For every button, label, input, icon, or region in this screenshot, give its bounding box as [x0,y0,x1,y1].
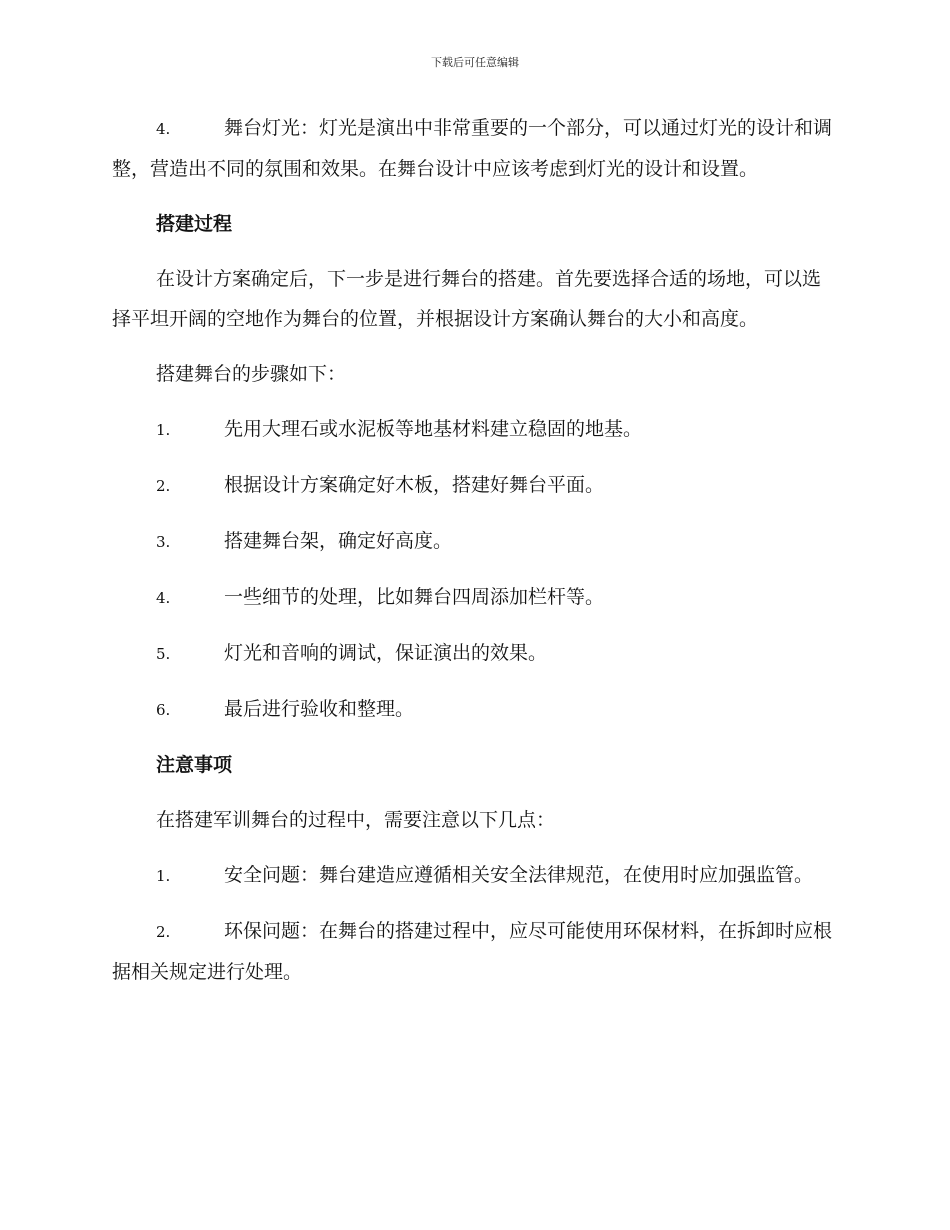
heading-build-process: 搭建过程 [156,213,233,235]
list-item [112,633,838,674]
paragraph-notes-intro: 在搭建军训舞台的过程中，需要注意以下几点： [156,809,556,831]
list-text: 舞台灯光：灯光是演出中非常重要的一个部分，可以通过灯光的设计和调整，营造出不同的氛围和效果。在舞台设计中应该考虑到灯光的设计和设置。 [112,117,833,180]
list-item [112,465,838,506]
list-text: 根据设计方案确定好木板，搭建好舞台平面。 [224,474,605,496]
list-item [112,409,838,450]
list-number: 6. [156,701,171,719]
header-note: 下载后可任意编辑 [431,56,519,69]
list-text: 先用大理石或水泥板等地基材料建立稳固的地基。 [224,418,643,440]
list-text: 最后进行验收和整理。 [224,698,415,720]
list-item-lighting [112,108,838,189]
list-number: 4. [156,120,171,138]
list-number: 1. [156,867,171,885]
list-item [112,521,838,562]
list-text: 安全问题：舞台建造应遵循相关安全法律规范，在使用时应加强监管。 [224,864,814,886]
list-number: 1. [156,421,171,439]
list-item [112,689,838,730]
list-number: 5. [156,645,171,663]
list-item [112,855,838,896]
paragraph-build: 在设计方案确定后，下一步是进行舞台的搭建。首先要选择合适的场地，可以选择平坦开阔的空地作为舞台的位置，并根据设计方案确认舞台的大小和高度。 [112,268,822,330]
list-text: 环保问题：在舞台的搭建过程中，应尽可能使用环保材料，在拆卸时应根据相关规定进行处理。 [112,920,833,983]
heading-notes: 注意事项 [156,754,233,776]
list-text: 一些细节的处理，比如舞台四周添加栏杆等。 [224,586,605,608]
list-number: 4. [156,589,171,607]
list-item [112,911,838,992]
list-number: 3. [156,533,171,551]
list-text: 灯光和音响的调试，保证演出的效果。 [224,642,548,664]
paragraph-steps-intro: 搭建舞台的步骤如下： [156,363,347,385]
list-text: 搭建舞台架，确定好高度。 [224,530,453,552]
list-number: 2. [156,477,171,495]
list-item [112,577,838,618]
list-number: 2. [156,923,171,941]
document-body [112,108,838,992]
